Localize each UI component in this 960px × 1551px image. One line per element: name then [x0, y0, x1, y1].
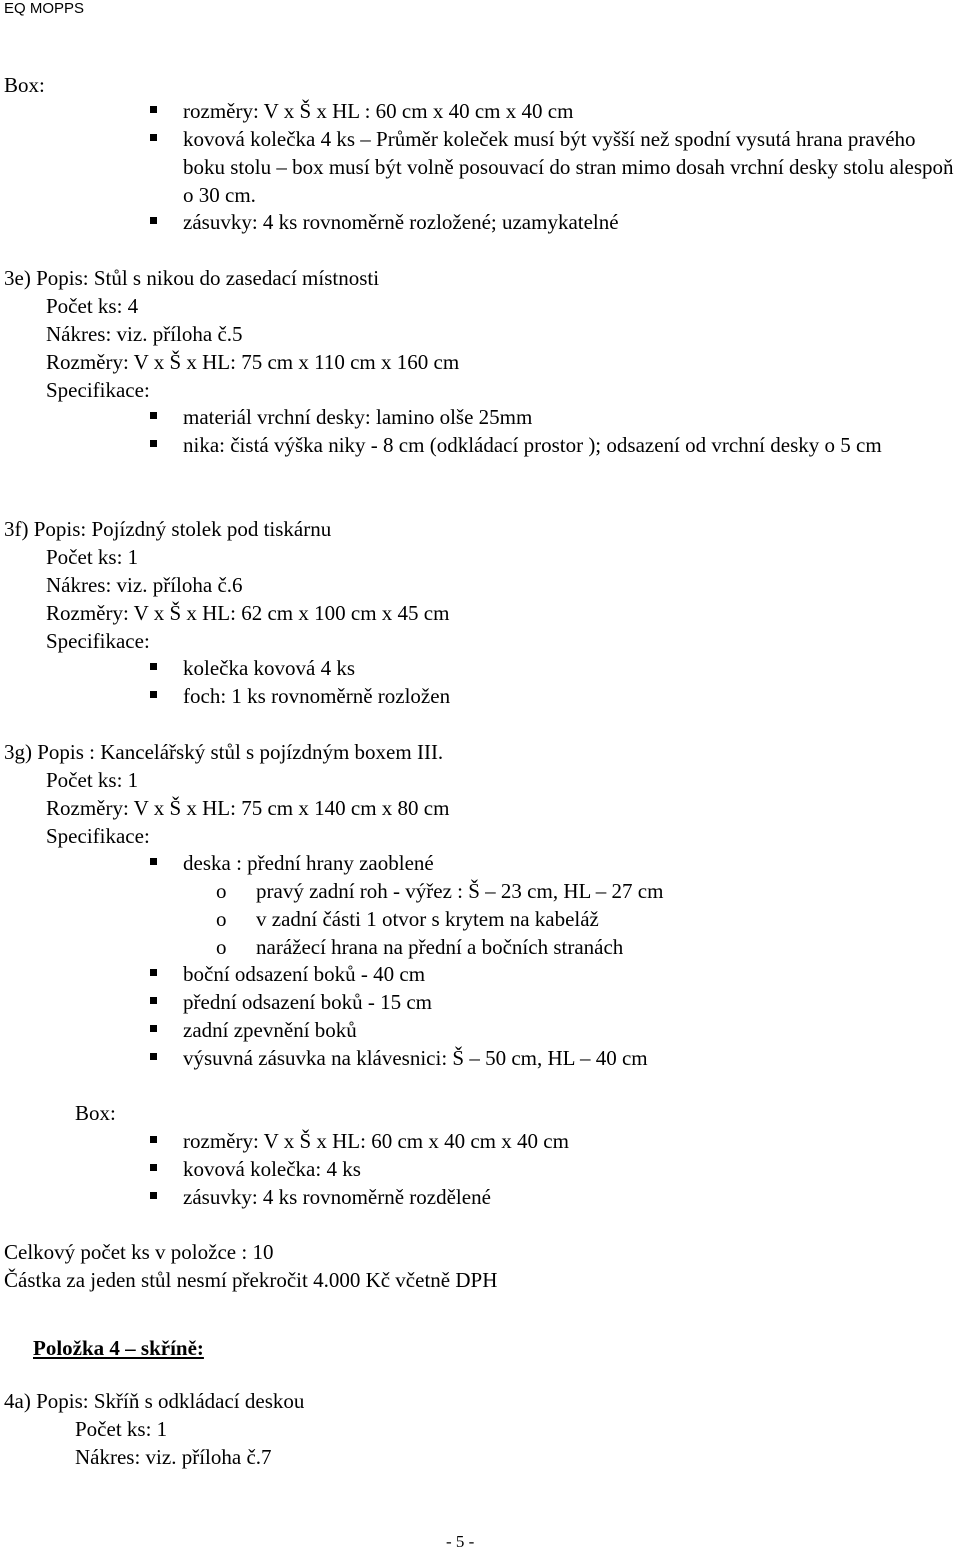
section-3f-count: Počet ks: 1 — [46, 545, 139, 569]
section-3f-wheels: kolečka kovová 4 ks — [183, 656, 356, 680]
square-bullet-icon — [150, 1025, 157, 1032]
section-3g-keyboard-drawer: výsuvná zásuvka na klávesnici: Š – 50 cm, HL – 40 cm — [183, 1046, 648, 1070]
square-bullet-icon — [150, 691, 157, 698]
section-3g-box-dimensions: rozměry: V x Š x HL: 60 cm x 40 cm x 40 cm — [183, 1129, 569, 1153]
square-bullet-icon — [150, 134, 157, 141]
section-3g-side-offset: boční odsazení boků - 40 cm — [183, 962, 426, 986]
circle-bullet-icon: o — [216, 907, 227, 931]
section-3e-drawing: Nákres: viz. příloha č.5 — [46, 322, 243, 346]
square-bullet-icon — [150, 106, 157, 113]
section-3g-spec-label: Specifikace: — [46, 824, 150, 848]
circle-bullet-icon: o — [216, 935, 227, 959]
section-3f-drawer: foch: 1 ks rovnoměrně rozložen — [183, 684, 451, 708]
section-4-heading: Položka 4 – skříně: — [33, 1336, 204, 1360]
circle-bullet-icon: o — [216, 879, 227, 903]
section-3f-drawing: Nákres: viz. příloha č.6 — [46, 573, 243, 597]
box-item-wheels: kovová kolečka 4 ks – Průměr koleček musí být vyšší než spodní vysutá hrana pravého boku stolu – box musí být volně posouvací do stran mimo dosah vrchní desky stolu alespoň o 30 cm. — [183, 127, 954, 207]
total-count: Celkový počet ks v položce : 10 — [4, 1240, 274, 1264]
square-bullet-icon — [150, 997, 157, 1004]
section-3e-dimensions: Rozměry: V x Š x HL: 75 cm x 110 cm x 160 cm — [46, 350, 460, 374]
section-3f-title: 3f) Popis: Pojízdný stolek pod tiskárnu — [4, 517, 332, 541]
section-3g-count: Počet ks: 1 — [46, 768, 139, 792]
square-bullet-icon — [150, 217, 157, 224]
document-header: EQ MOPPS — [4, 0, 85, 17]
section-4a-title: 4a) Popis: Skříň s odkládací deskou — [4, 1389, 305, 1413]
section-3e-count: Počet ks: 4 — [46, 294, 139, 318]
box-label: Box: — [4, 73, 45, 97]
section-3g-title: 3g) Popis : Kancelářský stůl s pojízdným boxem III. — [4, 740, 444, 764]
box-item-dimensions: rozměry: V x Š x HL : 60 cm x 40 cm x 40 cm — [183, 99, 574, 123]
section-3g-front-offset: přední odsazení boků - 15 cm — [183, 990, 433, 1014]
square-bullet-icon — [150, 1164, 157, 1171]
section-3g-sub-item: v zadní části 1 otvor s krytem na kabeláž — [256, 907, 599, 931]
section-3g-box-drawers: zásuvky: 4 ks rovnoměrně rozdělené — [183, 1185, 491, 1209]
section-3e-title: 3e) Popis: Stůl s nikou do zasedací místnosti — [4, 266, 380, 290]
square-bullet-icon — [150, 1136, 157, 1143]
square-bullet-icon — [150, 663, 157, 670]
square-bullet-icon — [150, 858, 157, 865]
section-3e-niche: nika: čistá výška niky - 8 cm (odkládací prostor ); odsazení od vrchní desky o 5 cm — [183, 433, 882, 457]
section-3g-desk: deska : přední hrany zaoblené — [183, 851, 434, 875]
section-4a-drawing: Nákres: viz. příloha č.7 — [75, 1445, 272, 1469]
square-bullet-icon — [150, 440, 157, 447]
section-3f-dimensions: Rozměry: V x Š x HL: 62 cm x 100 cm x 45 cm — [46, 601, 450, 625]
section-3g-box-label: Box: — [75, 1101, 116, 1125]
section-3g-box-wheels: kovová kolečka: 4 ks — [183, 1157, 361, 1181]
section-3e-material: materiál vrchní desky: lamino olše 25mm — [183, 405, 533, 429]
square-bullet-icon — [150, 1053, 157, 1060]
square-bullet-icon — [150, 969, 157, 976]
section-3e-spec-label: Specifikace: — [46, 378, 150, 402]
page-number: - 5 - — [446, 1532, 475, 1551]
square-bullet-icon — [150, 412, 157, 419]
section-3g-sub-item: narážecí hrana na přední a bočních stranách — [256, 935, 624, 959]
section-3f-spec-label: Specifikace: — [46, 629, 150, 653]
price-limit: Částka za jeden stůl nesmí překročit 4.000 Kč včetně DPH — [4, 1268, 498, 1292]
section-3g-sub-item: pravý zadní roh - výřez : Š – 23 cm, HL – 27 cm — [256, 879, 664, 903]
section-3g-dimensions: Rozměry: V x Š x HL: 75 cm x 140 cm x 80 cm — [46, 796, 450, 820]
section-4a-count: Počet ks: 1 — [75, 1417, 168, 1441]
box-item-drawers: zásuvky: 4 ks rovnoměrně rozložené; uzamykatelné — [183, 210, 619, 234]
square-bullet-icon — [150, 1192, 157, 1199]
section-3g-reinforcement: zadní zpevnění boků — [183, 1018, 357, 1042]
